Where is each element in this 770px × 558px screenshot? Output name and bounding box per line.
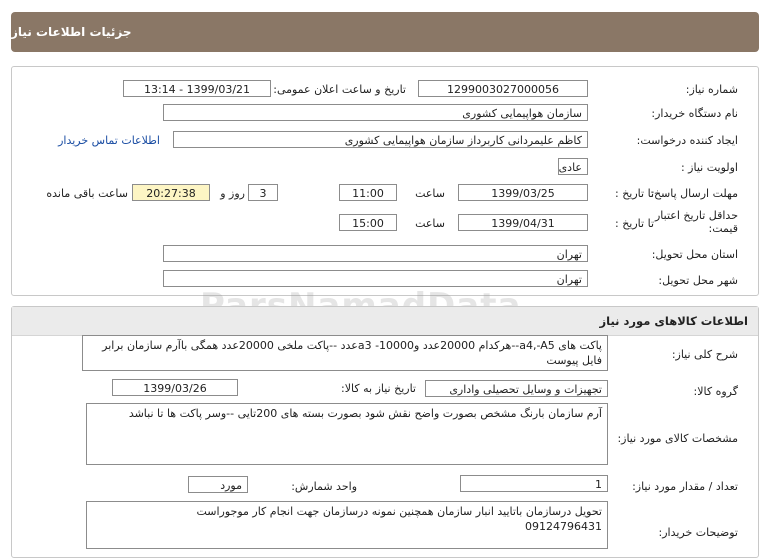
spec-field: آرم سازمان بارنگ مشخص بصورت واضح نقش شود بصورت بسته های 200تایی --وسر پاکت ها تا نباشد [86,403,608,465]
group-label: گروه کالا: [693,385,738,398]
remaining-label: ساعت باقی مانده [46,187,128,200]
buyer-notes-label: توضیحات خریدار: [658,526,738,539]
validity-date-field: 1399/04/31 [458,214,588,231]
city-label: شهر محل تحویل: [658,274,738,287]
need-number-label: شماره نیاز: [685,83,738,96]
goods-info-panel [11,306,759,558]
priority-field: عادی [558,158,588,175]
need-info-panel [11,66,759,296]
need-number-field: 1299003027000056 [418,80,588,97]
need-date-label: تاریخ نیاز به کالا: [341,382,416,395]
creator-field: کاظم علیمردانی کاربرداز سازمان هواپیمایی کشوری [173,131,588,148]
spec-label: مشخصات کالای مورد نیاز: [617,432,738,445]
announce-field: 1399/03/21 - 13:14 [123,80,271,97]
buyer-notes-line1: تحویل درسازمان باتایید انبار سازمان همچنین نمونه درسازمان جهت انجام کار موجوراست [196,505,602,518]
creator-label: ایجاد کننده درخواست: [636,134,738,147]
buyer-org-field: سازمان هواپیمایی کشوری [163,104,588,121]
page-title: جزئیات اطلاعات نیاز [11,25,132,39]
deadline-label: مهلت ارسال پاسخ: [650,187,738,200]
need-date-field: 1399/03/26 [112,379,238,396]
validity-to-date-label: تا تاریخ : [615,217,654,230]
city-field: تهران [163,270,588,287]
province-label: استان محل تحویل: [651,248,738,261]
unit-field: مورد [188,476,248,493]
summary-field: پاکت های a4,-A5--هرکدام 20000عدد و10000- a3عدد --پاکت ملخی 20000عدد همگی باآرم سازمان برابر فایل پیوست [82,335,608,371]
qty-label: تعداد / مقدار مورد نیاز: [632,480,738,493]
unit-label: واحد شمارش: [291,480,357,493]
deadline-to-date-label: تا تاریخ : [615,187,654,200]
deadline-time-label: ساعت [415,187,445,200]
validity-time-label: ساعت [415,217,445,230]
group-field: تجهیزات و وسایل تحصیلی واداری [425,380,608,397]
buyer-org-label: نام دستگاه خریدار: [651,107,738,120]
page-header [11,12,759,52]
buyer-notes-field [86,501,608,549]
summary-label: شرح کلی نیاز: [671,348,738,361]
buyer-notes-line2: 09124796431 [525,520,602,533]
days-remaining-field: 3 [248,184,278,201]
validity-label-line2: قیمت: [708,222,738,235]
qty-field: 1 [460,475,608,492]
deadline-time-field: 11:00 [339,184,397,201]
goods-section-title: اطلاعات کالاهای مورد نیاز [12,307,758,336]
province-field: تهران [163,245,588,262]
buyer-contact-link[interactable]: اطلاعات تماس خریدار [58,134,160,147]
remaining-time-field: 20:27:38 [132,184,210,201]
days-label: روز و [220,187,245,200]
priority-label: اولویت نیاز : [680,161,738,174]
validity-label-line1: حداقل تاریخ اعتبار [654,209,738,222]
announce-label: تاریخ و ساعت اعلان عمومی: [273,83,406,96]
deadline-date-field: 1399/03/25 [458,184,588,201]
validity-time-field: 15:00 [339,214,397,231]
